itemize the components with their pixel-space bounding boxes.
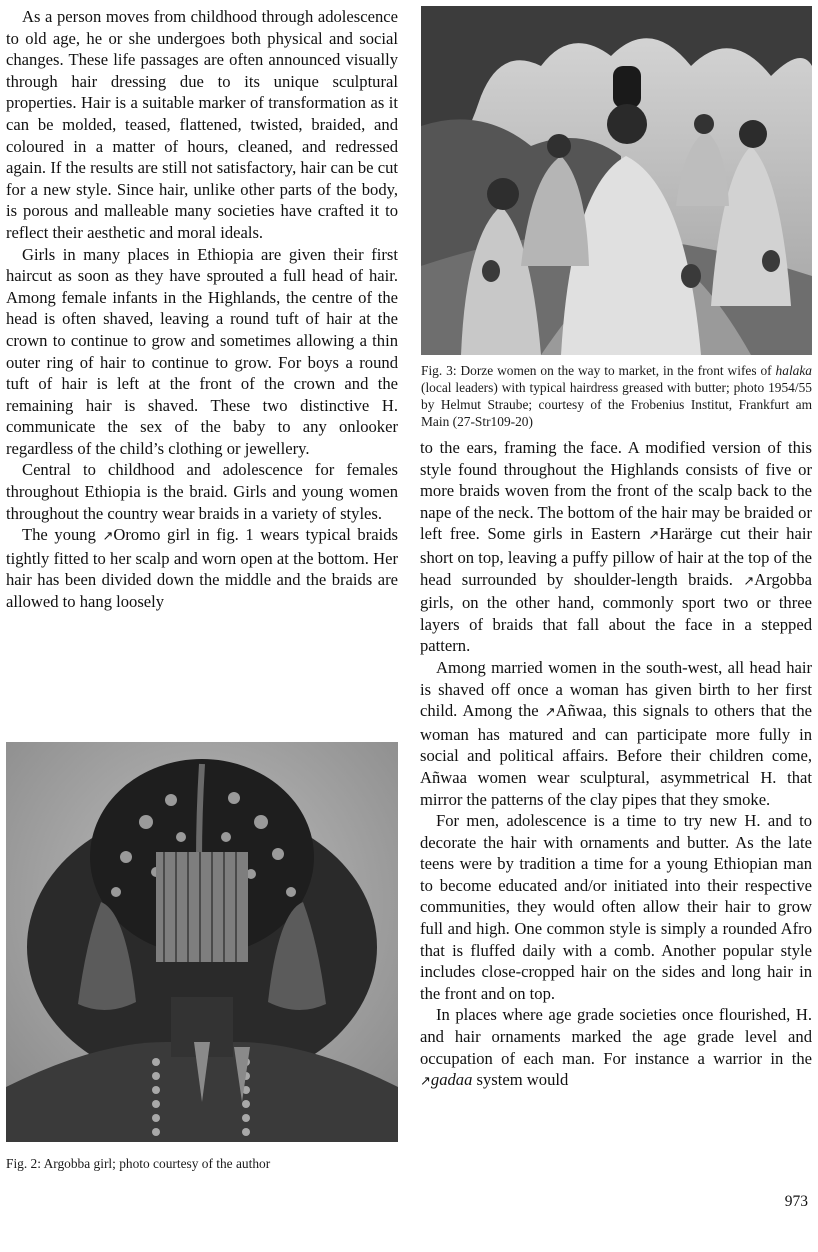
body-paragraph: Among married women in the south-west, all head hair is shaved off once a woman has given birth to her first child. Among the ↗Añwaa, this signals to others that the woman has matured and can participate more fully in social and political affairs. Before their children come, Añwaa women wear sculptural, asymmetrical H. that mirror the patterns of the clay pipes that they smoke. bbox=[420, 657, 812, 809]
body-paragraph: Girls in many places in Ethiopia are given their first haircut as soon as they have sprouted a full head of hair. Among female infants in the Highlands, the centre of the head is often shaved, leaving a round tuft of hair at the crown to continue to grow and sometimes allowing a thin outer ring of hair to continue to grow. For boys a round tuft of hair is left at the front of the crown and the remaining hair is shaved. These two distinctive H. communicate the sex of the baby to any onlooker regardless of the child’s clothing or jewellery. bbox=[6, 244, 398, 458]
body-paragraph: For men, adolescence is a time to try new H. and to decorate the hair with ornaments and butter. As the late teens were by tradition a time for a young Ethiopian man to become educated and/or initiated into their respective communities, they would often allow their hair to grow full and high. One common style is simply a rounded Afro that is fluffed daily with a comb. Another popular style includes close-cropped hair on the sides and long hair in the front and on top. bbox=[420, 811, 812, 1003]
body-paragraph: In places where age grade societies once flourished, H. and hair ornaments marked the age grade level and occupation of each man. For instance a warrior in the ↗gadaa system would bbox=[420, 1005, 812, 1090]
body-paragraph: to the ears, framing the face. A modified version of this style found throughout the Highlands consists of five or more braids woven from the front of the scalp back to the nape of the neck. The bottom of the hair may be braided or left free. Some girls in Eastern ↗Harärge cut their hair short on top, leaving a puffy pillow of hair at the top of the head surrounded by shoulder-length braids. ↗Argobba girls, on the other hand, commonly sport two or three layers of braids that fall about the face in a stepped pattern. bbox=[420, 438, 812, 656]
cross-reference-arrow-icon[interactable]: ↗ bbox=[544, 705, 556, 721]
cross-reference-arrow-icon[interactable]: ↗ bbox=[420, 1074, 431, 1090]
right-column bbox=[420, 437, 812, 1093]
cross-reference-arrow-icon[interactable]: ↗ bbox=[102, 529, 114, 545]
cross-reference-arrow-icon[interactable]: ↗ bbox=[648, 528, 660, 544]
cross-reference-arrow-icon[interactable]: ↗ bbox=[743, 573, 755, 589]
body-paragraph: The young ↗Oromo girl in fig. 1 wears typical braids tightly fitted to her scalp and worn open at the bottom. Her hair has been divided down the middle and the braids are allowed to hang loosely bbox=[6, 525, 398, 612]
figure-3-photo bbox=[421, 6, 812, 355]
argobba-girl-photo-icon bbox=[6, 742, 398, 1142]
body-paragraph: Central to childhood and adolescence for females throughout Ethiopia is the braid. Girls and young women throughout the country wear braids in a variety of styles. bbox=[6, 460, 398, 523]
figure-2-caption: Fig. 2: Argobba girl; photo courtesy of the author bbox=[6, 1156, 271, 1171]
left-column bbox=[6, 6, 398, 613]
figure-3-caption: Fig. 3: Dorze women on the way to market, in the front wifes of halaka (local leaders) with typical hairdress greased with butter; photo 1954/55 by Helmut Straube; courtesy of the Frobenius Institut, Frankfurt am Main (27-Str109-20) bbox=[421, 363, 812, 429]
page-number: 973 bbox=[784, 1193, 808, 1210]
figure-2-photo bbox=[6, 742, 398, 1142]
dorze-women-photo-icon bbox=[421, 6, 812, 355]
body-paragraph: As a person moves from childhood through adolescence to old age, he or she undergoes both physical and social changes. These life passages are often announced visually through hair dressing due to its unique sculptural properties. Hair is a suitable marker of transformation as it can be molded, teased, flattened, twisted, braided, and coloured in a matter of hours, cleaned, and redressed again. If the results are still not satisfactory, hair can be cut for a new style. Since hair, unlike other parts of the body, is porous and malleable many societies have crafted it to reflect their aesthetic and moral ideals. bbox=[6, 7, 398, 242]
